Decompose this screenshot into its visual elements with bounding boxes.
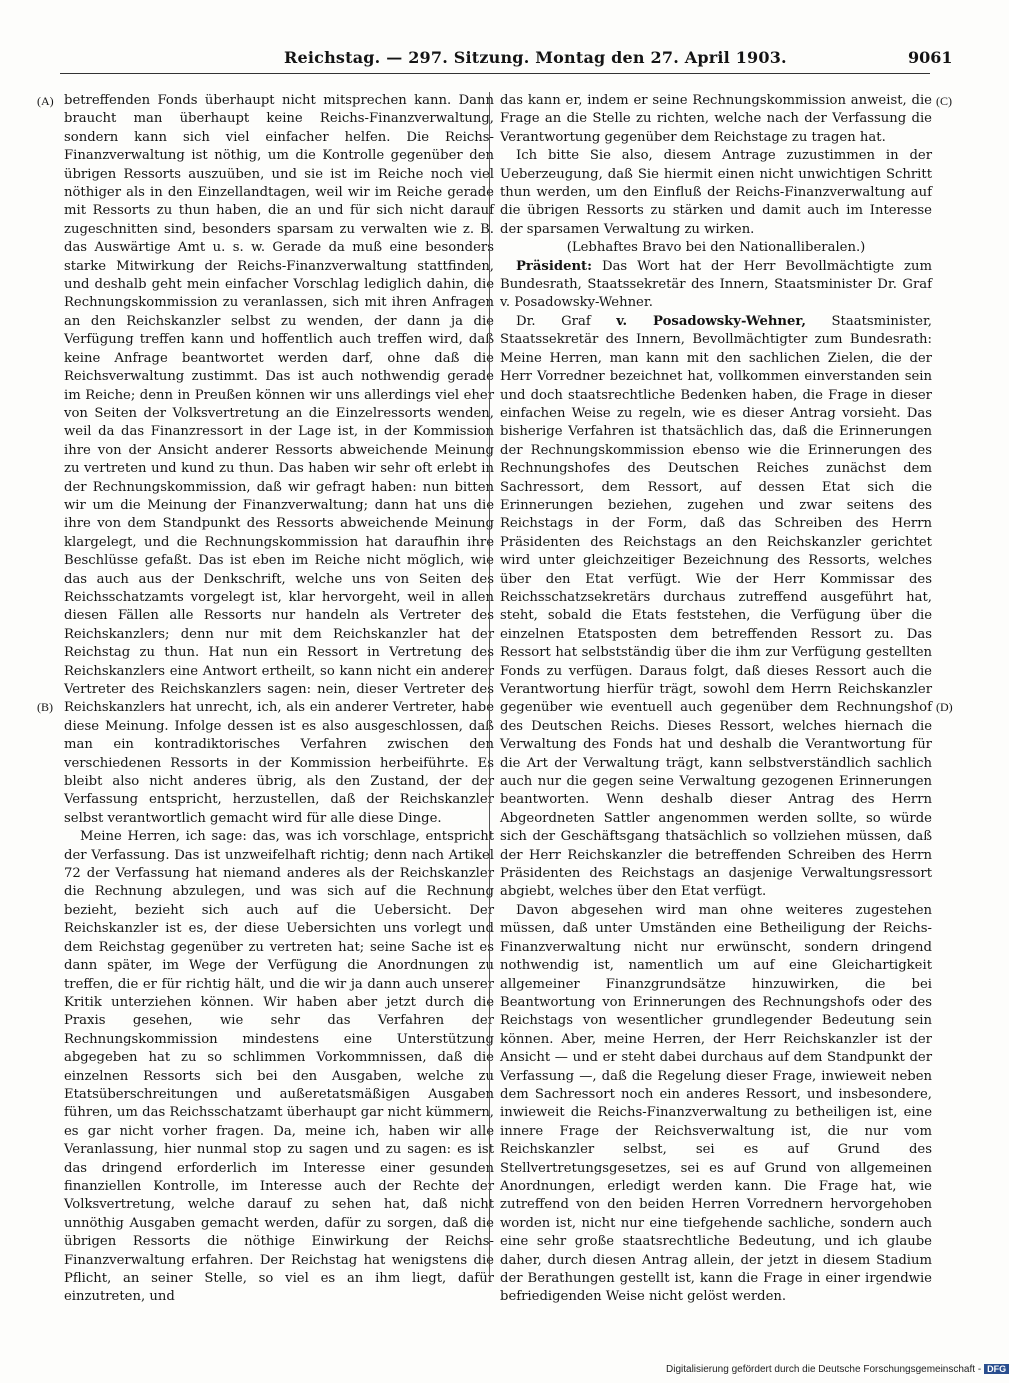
margin-marker-b: (B) [37,700,53,714]
right-paragraph-1: das kann er, indem er seine Rechnungskommission anweist, die Frage an die Stelle zu richten, welche nach der Verfassung die Verantwortung gegenüber dem Reichstage zu tragen hat. [500,93,932,145]
footer-text: Digitalisierung gefördert durch die Deutsche Forschungsgemeinschaft - [666,1364,982,1375]
right-paragraph-2: Ich bitte Sie also, diesem Antrage zuzustimmen in der Ueberzeugung, daß Sie hiermit einen nicht unwichtigen Schritt thun werden, um den Einfluß der Reichs-Finanzverwaltung auf die übrigen Ressorts zu stärken und damit auch im Interesse der sparsamen Verwaltung zu wirken. [500,148,932,237]
applause-note: (Lebhaftes Bravo bei den Nationalliberalen.) [566,240,866,256]
running-title: Reichstag. — 297. Sitzung. Montag den 27. April 1903. [284,48,787,67]
speaker-prefix: Dr. Graf [516,313,591,329]
margin-marker-a: (A) [37,94,54,108]
column-divider [489,92,490,1278]
president-label: Präsident: [516,258,593,274]
margin-marker-c: (C) [936,94,952,108]
left-column [64,92,494,1307]
president-paragraph [500,258,932,313]
header-rule [60,73,930,74]
footer-credit [666,1364,1009,1375]
right-paragraph-4: Davon abgesehen wird man ohne weiteres zugestehen müssen, daß unter Umständen eine Betheiligung der Reichs-Finanzverwaltung nicht nur erwünscht, sondern dringend nothwendig ist, namentlich um auf eine Gleichartigkeit allgemeiner Finanzgrundsätze hinzuwirken, die bei Beantwortung von Erinnerungen des Rechnungshofs oder des Reichstags von wesentlicher grundlegender Bedeutung sein können. Aber, meine Herren, der Herr Reichskanzler ist der Ansicht — und er steht dabei durchaus auf dem Standpunkt der Verfassung —, daß die Regelung dieser Frage, inwieweit neben dem Sachressort noch ein anderes Ressort, und insbesondere, inwieweit die Reichs-Finanzverwaltung zu betheiligen ist, eine innere Frage der Reichsverwaltung ist, die nur vom Reichskanzler selbst, sei es auf Grund des Stellvertretungsgesetzes, sei es auf Grund von allgemeinen Anordnungen, erledigt werden kann. Die Frage hat, wie zutreffend von den beiden Herren Vorrednern hervorgehoben worden ist, nicht nur eine tiefgehende sachliche, sondern auch eine sehr große staatsrechtliche Bedeutung, und ich glaube daher, durch diesen Antrag allein, der jetzt in diesem Stadium der Berathungen gestellt ist, kann die Frage in einer irgendwie befriedigenden Weise nicht gelöst werden. [500,902,932,1305]
page-number: 9061 [908,48,953,67]
speaker-text: Staatsminister, Staatssekretär des Innern, Bevollmächtigter zum Bundesrath: Meine Herren, man kann mit den sachlichen Zielen, die der Herr Vorredner bezeichnet hat, vollkommen einverstanden sein und doch staatsrechtliche Bedenken haben, die Frage in dieser einfachen Weise zu regeln, wie es dieser Antrag vorsieht. Das bisherige Verfahren ist thatsächlich das, daß die Erinnerungen der Rechnungskommission ebenso wie die Erinnerungen des Rechnungshofes des Deutschen Reiches zunächst dem Sachressort, dem Ressort, auf dessen Etat sich die Erinnerungen beziehen, zugehen und zwar seitens des Reichstags in der Form, daß das Schreiben des Herrn Präsidenten des Reichstags an den Reichskanzler gerichtet wird unter gleichzeitiger Bezeichnung des Ressorts, welches über den Etat verfügt. Wie der Herr Kommissar des Reichsschatzsekretärs durchaus zutreffend ausgeführt hat, steht, sobald die Etats feststehen, die Verfügung über die einzelnen Etatsposten dem betreffenden Ressort zu. Das Ressort hat selbstständig über die ihm zur Verfügung gestellten Fonds zu verfügen. Daraus folgt, daß dieses Ressort auch die Verantwortung hierfür trägt, sowohl dem Herrn Reichskanzler gegenüber wie eventuell auch gegenüber dem Rechnungshof des Deutschen Reichs. Dieses Ressort, welches hiernach die Verwaltung des Fonds hat und deshalb die Verantwortung für die Art der Verwaltung trägt, kann selbstverständlich sachlich auch nur die gegen seine Verwaltung gezogenen Erinnerungen beantworten. Wenn deshalb dieser Antrag des Herrn Abgeordneten Sattler angenommen werden sollte, so würde sich der Geschäftsgang thatsächlich so vollziehen müssen, daß der Herr Reichskanzler die betreffenden Schreiben des Herrn Präsidenten des Reichstags an dasjenige Verwaltungsressort abgiebt, welches über den Etat verfügt. [500,313,932,900]
dfg-logo: DFG [984,1364,1009,1374]
right-column [500,92,932,1307]
president-text: Das Wort hat der Herr Bevollmächtigte zum Bundesrath, Staatssekretär des Innern, Staatsminister Dr. Graf v. Posadowsky-Wehner. [500,258,932,311]
speaker-name: v. Posadowsky-Wehner, [616,313,806,329]
speaker-paragraph [500,313,932,902]
left-paragraph-1: betreffenden Fonds überhaupt nicht mitsprechen kann. Dann braucht man überhaupt keine Reichs-Finanzverwaltung, sondern kann sich viel einfacher helfen. Die Reichs-Finanzverwaltung ist nöthig, um die Kontrolle gegenüber den übrigen Ressorts auszuüben, und sie ist im Reiche noch viel nöthiger als in den Einzellandtagen, weil wir im Reiche gerade mit Ressorts zu thun haben, die an und für sich nicht darauf zugeschnitten sind, besonders sparsam zu verwalten wie z. B. das Auswärtige Amt u. s. w. Gerade da muß eine besonders starke Mitwirkung der Reichs-Finanzverwaltung stattfinden, und deshalb geht mein einfacher Vorschlag lediglich dahin, die Rechnungskommission zu veranlassen, sich mit ihren Anfragen an den Reichskanzler selbst zu wenden, der dann ja die Verfügung treffen kann und hoffentlich auch treffen wird, daß keine Anfrage beantwortet werden darf, ohne daß die Reichsverwaltung zustimmt. Das ist auch nothwendig gerade im Reiche; denn in Preußen können wir uns allerdings viel eher von Seiten der Volksvertretung an die Einzelressorts wenden, weil da das Finanzressort in der Lage ist, in der Kommission ihre von der Ansicht anderer Ressorts abweichende Meinung zu vertreten und kund zu thun. Das haben wir sehr oft erlebt in der Rechnungskommission, daß wir gefragt haben: nun bitten wir um die Meinung der Finanzverwaltung; dann hat uns die ihre von dem Standpunkt des Ressorts abweichende Meinung klargelegt, und die Rechnungskommission hat daraufhin ihre Beschlüsse gefaßt. Das ist eben im Reiche nicht möglich, wie das auch aus der Denkschrift, welche uns von Seiten des Reichsschatzamts vorgelegt ist, klar hervorgeht, weil in allen diesen Fällen alle Ressorts nur handeln als Vertreter des Reichskanzlers; denn nur mit dem Reichskanzler hat der Reichstag zu thun. Hat nun ein Ressort in Vertretung des Reichskanzlers eine Antwort ertheilt, so kann nicht ein anderer Vertreter des Reichskanzlers sagen: nein, dieser Vertreter des Reichskanzlers hat unrecht, ich, als ein anderer Vertreter, habe diese Meinung. Infolge dessen ist es also ausgeschlossen, daß man ein kontradiktorisches Verfahren zwischen den verschiedenen Ressorts in der Kommission herbeiführte. Es bleibt also nicht anderes übrig, als den Zustand, der der Verfassung entspricht, herzustellen, daß der Reichskanzler selbst verantwortlich gemacht wird für alle diese Dinge. [64,93,494,826]
margin-marker-d: (D) [936,700,953,714]
left-paragraph-2: Meine Herren, ich sage: das, was ich vorschlage, entspricht der Verfassung. Das ist unzweifelhaft richtig; denn nach Artikel 72 der Verfassung hat niemand anderes als der Reichskanzler die Rechnung abzulegen, und was sich auf die Rechnung bezieht, bezieht sich auch auf die Uebersicht. Der Reichskanzler ist es, der diese Uebersichten uns vorlegt und dem Reichstag gegenüber zu vertreten hat; seine Sache ist es dann später, im Wege der Verfügung die Anordnungen zu treffen, die er für richtig hält, und die wir ja dann auch unserer Kritik unterziehen können. Wir haben aber jetzt durch die Praxis gesehen, wie sehr das Verfahren der Rechnungskommission mindestens eine Unterstützung abgegeben hat zu so schlimmen Vorkommnissen, daß die einzelnen Ressorts sich bei den Ausgaben, welche zu Etatsüberschreitungen und außeretatsmäßigen Ausgaben führen, um das Reichsschatzamt überhaupt gar nicht kümmern, es gar nicht vorher fragen. Da, meine ich, haben wir alle Veranlassung, hier nunmal stop zu sagen und zu sagen: es ist das dringend erforderlich im Interesse einer gesunden finanziellen Kontrolle, im Interesse auch der Rechte der Volksvertretung, welche darauf zu sehen hat, daß nicht unnöthig Ausgaben gemacht werden, dafür zu sorgen, daß die übrigen Ressorts die nöthige Einwirkung der Reichs-Finanzverwaltung erfahren. Der Reichstag hat wenigstens die Pflicht, an seiner Stelle, so viel es an ihm liegt, dafür einzutreten, und [64,829,494,1305]
